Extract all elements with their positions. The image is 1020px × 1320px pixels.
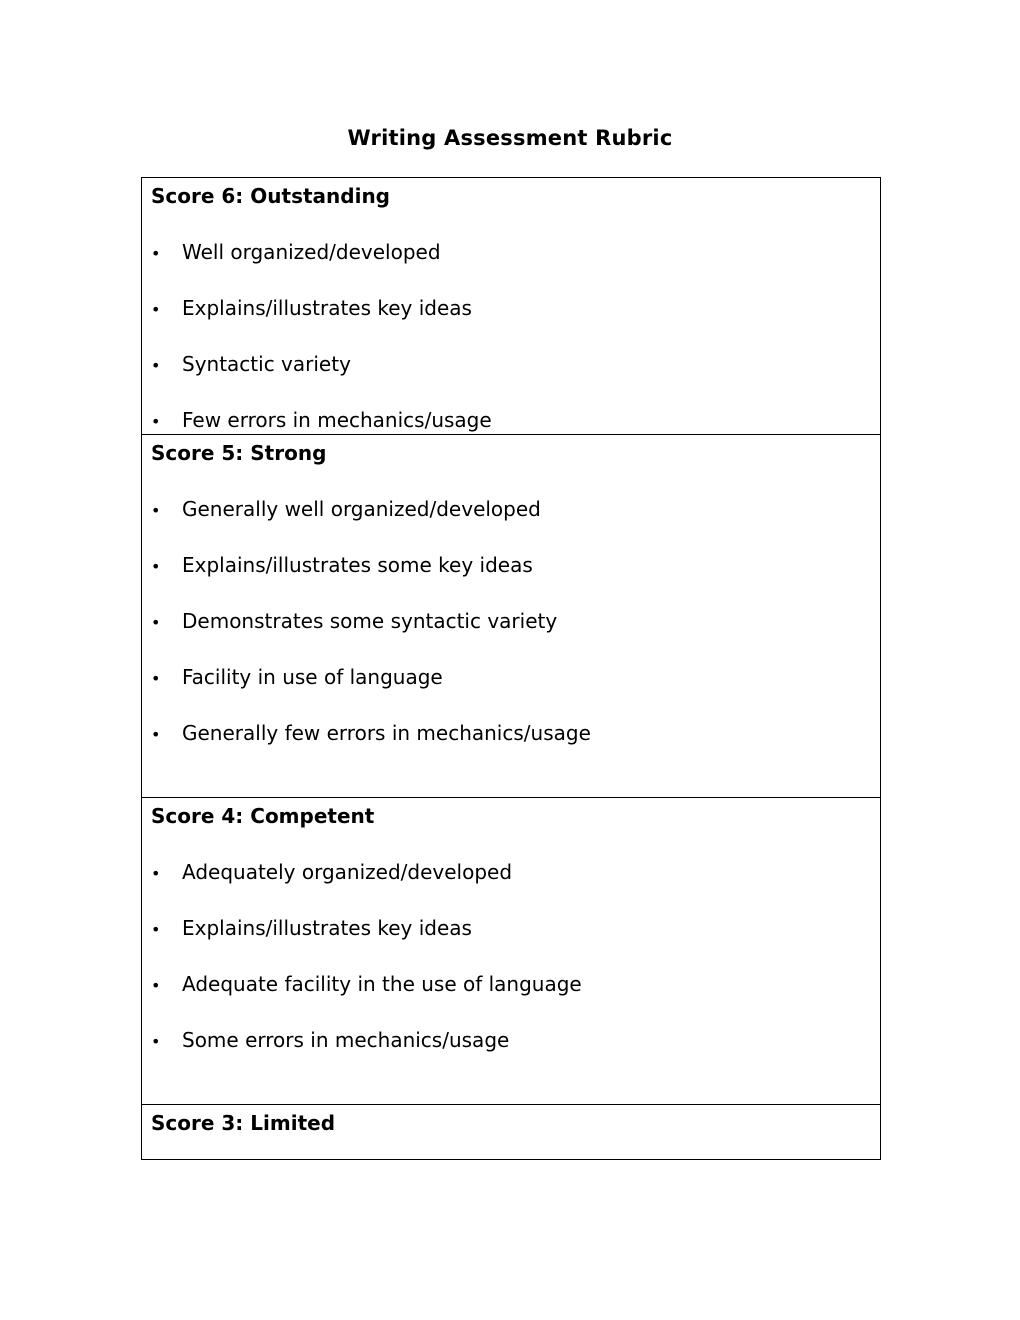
bullet-icon: •: [151, 669, 161, 688]
bullet-icon: •: [151, 1032, 161, 1051]
bullet-icon: •: [151, 412, 161, 431]
list-item: • Few errors in mechanics/usage: [151, 407, 492, 434]
rubric-table: [141, 177, 881, 1160]
score-5-heading: Score 5: Strong: [151, 441, 327, 465]
list-item: • Syntactic variety: [151, 351, 351, 379]
score-6-heading: Score 6: Outstanding: [151, 184, 390, 208]
list-item: • Explains/illustrates some key ideas: [151, 552, 533, 580]
page-title: Writing Assessment Rubric: [347, 126, 673, 150]
bullet-icon: •: [151, 356, 161, 375]
score-3-section: [142, 1104, 880, 1159]
bullet-icon: •: [151, 920, 161, 939]
score-6-section: [142, 178, 880, 434]
list-item: • Facility in use of language: [151, 664, 443, 692]
list-item: • Generally well organized/developed: [151, 496, 541, 524]
bullet-icon: •: [151, 557, 161, 576]
score-5-section: [142, 434, 880, 797]
bullet-icon: •: [151, 300, 161, 319]
list-item: • Generally few errors in mechanics/usage: [151, 720, 591, 748]
bullet-icon: •: [151, 244, 161, 263]
score-3-heading: Score 3: Limited: [151, 1111, 336, 1135]
list-item: • Explains/illustrates key ideas: [151, 915, 472, 943]
list-item: • Adequately organized/developed: [151, 859, 512, 887]
bullet-icon: •: [151, 613, 161, 632]
bullet-icon: •: [151, 976, 161, 995]
score-4-section: [142, 797, 880, 1104]
score-4-heading: Score 4: Competent: [151, 804, 375, 828]
bullet-icon: •: [151, 864, 161, 883]
list-item: • Some errors in mechanics/usage: [151, 1027, 509, 1055]
list-item: • Adequate facility in the use of language: [151, 971, 582, 999]
list-item: • Well organized/developed: [151, 239, 441, 267]
list-item: • Demonstrates some syntactic variety: [151, 608, 557, 636]
list-item: • Explains/illustrates key ideas: [151, 295, 472, 323]
bullet-icon: •: [151, 725, 161, 744]
bullet-icon: •: [151, 501, 161, 520]
